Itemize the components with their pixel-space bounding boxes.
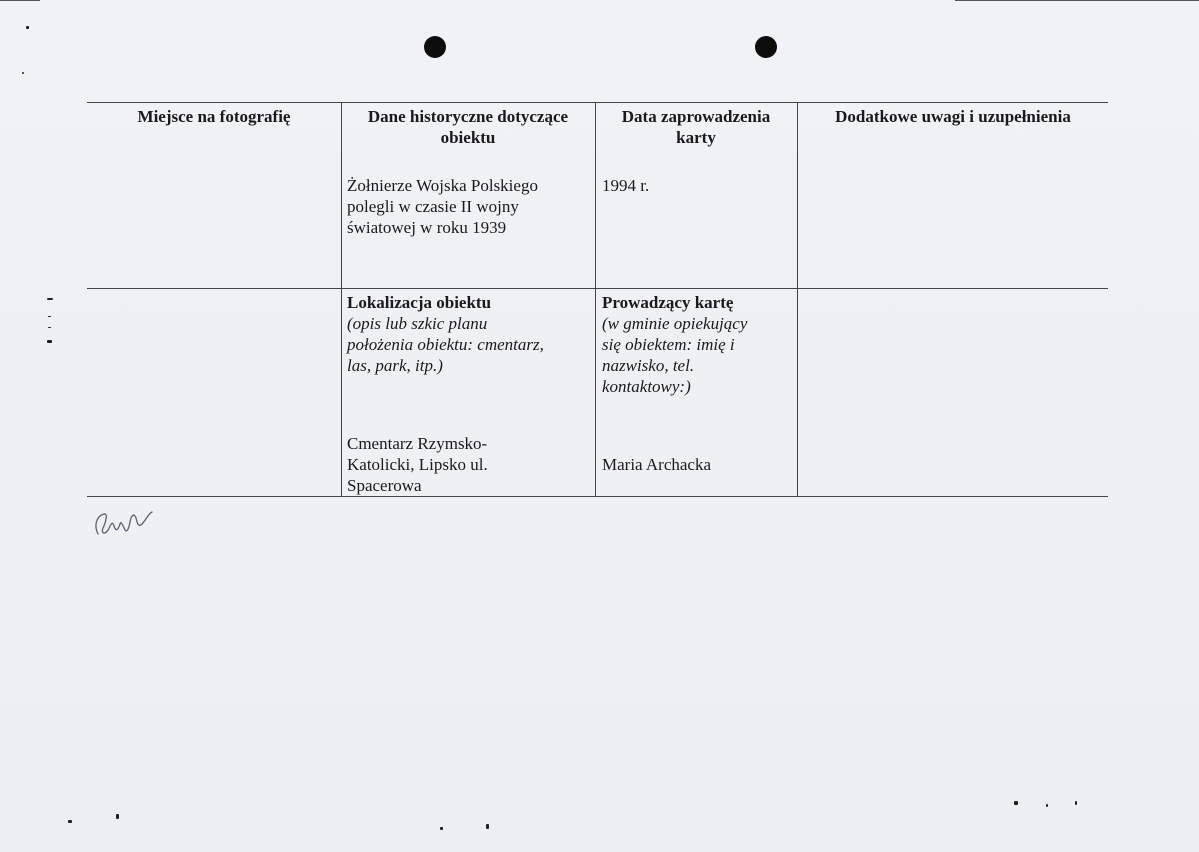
scan-speck (440, 827, 443, 830)
keeper-hint-line: kontaktowy:) (602, 377, 691, 396)
punch-hole-right (755, 36, 777, 58)
handwritten-signature (92, 508, 162, 544)
location-value-line: Cmentarz Rzymsko- (347, 434, 488, 453)
scan-speck (22, 72, 24, 74)
header-extra-notes: Dodatkowe uwagi i uzupełnienia (835, 107, 1071, 126)
header-historical-data-line: obiektu (440, 128, 496, 147)
scan-edge-mark-left (0, 0, 40, 1)
scan-speck (48, 327, 51, 328)
keeper-hint-line: nazwisko, tel. (602, 356, 695, 375)
location-hint-line: położenia obiektu: cmentarz, (347, 335, 544, 354)
header-card-date-line: karty (676, 128, 716, 147)
header-card-date (596, 106, 796, 148)
scan-edge-mark-right (955, 0, 1199, 1)
card-date-value: 1994 r. (602, 176, 650, 195)
location-hint-line: (opis lub szkic planu (347, 314, 488, 333)
scan-speck (486, 824, 489, 829)
historical-data-line: polegli w czasie II wojny (347, 197, 519, 216)
column-divider (797, 102, 798, 497)
scan-speck (26, 26, 29, 29)
table-top-rule (87, 102, 1108, 103)
location-hint-line: las, park, itp.) (347, 356, 443, 375)
header-photo-place: Miejsce na fotografię (137, 107, 291, 126)
header-card-date-line: Data zaprowadzenia (621, 107, 771, 126)
column-divider (341, 102, 342, 497)
historical-data-value (347, 175, 593, 238)
keeper-cell (602, 292, 794, 397)
location-cell (347, 292, 593, 376)
keeper-title: Prowadzący kartę (602, 293, 734, 312)
keeper-value: Maria Archacka (602, 455, 712, 474)
punch-hole-left (424, 36, 446, 58)
column-divider (595, 102, 596, 497)
location-value (347, 433, 593, 496)
scan-speck (1046, 804, 1048, 807)
header-historical-data-line: Dane historyczne dotyczące (367, 107, 569, 126)
scan-speck (47, 298, 53, 300)
scan-speck (1075, 801, 1077, 805)
location-value-line: Katolicki, Lipsko ul. (347, 455, 488, 474)
scan-speck (48, 316, 51, 317)
scan-speck (47, 340, 52, 343)
scan-speck (1014, 801, 1018, 805)
table-mid-rule (87, 288, 1108, 289)
scan-speck (68, 820, 72, 823)
header-historical-data (342, 106, 594, 148)
historical-data-line: światowej w roku 1939 (347, 218, 507, 237)
keeper-hint-line: się obiektem: imię i (602, 335, 735, 354)
table-bottom-rule (87, 496, 1108, 497)
location-value-line: Spacerowa (347, 476, 422, 495)
keeper-hint-line: (w gminie opiekujący (602, 314, 748, 333)
scan-speck (116, 814, 119, 819)
location-title: Lokalizacja obiektu (347, 293, 492, 312)
historical-data-line: Żołnierze Wojska Polskiego (347, 176, 538, 195)
